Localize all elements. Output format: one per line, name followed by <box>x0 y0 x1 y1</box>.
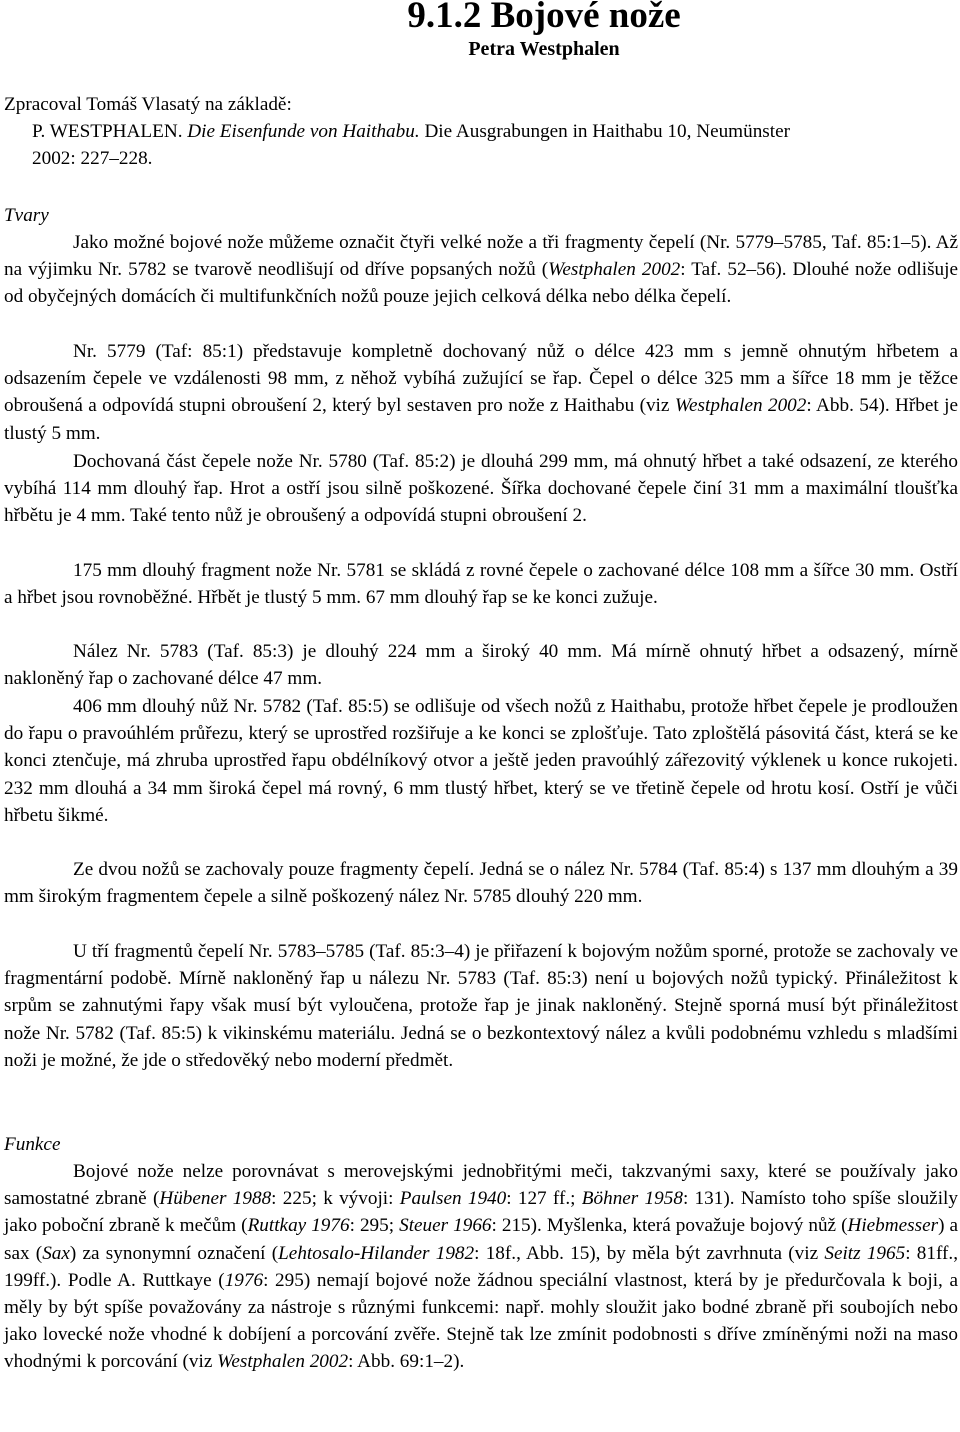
author-name: Petra Westphalen <box>468 38 620 60</box>
citation-ref: Paulsen 1940 <box>399 1188 507 1210</box>
citation-ref: Sax <box>42 1242 70 1264</box>
page-title: 9.1.2 Bojové nože <box>407 0 681 36</box>
text-run: : 295) nemají bojové nože žádnou speciální vlastnost, která by je předurčovala k boji, a měly by být spíše považovány za nástroje s různými funkcemi: např. mohly sloužit jako bodné zbraně při soubojích nebo jako lovecké nože vhodné k dobíjení a porcování zvěře. Stejně tak lze zmínit podobnosti s dříve zmíněnými noži na maso vhodnými k porcování (viz <box>4 1269 958 1373</box>
text-run: Jako možné bojové nože můžeme označit čtyři velké nože a tři fragmenty čepelí (Nr. 5779–5785, Taf. 85:1–5). Až na výjimku Nr. 5782 se tvarově neodlišují od dříve popsaných nožů ( <box>4 232 958 281</box>
source-pages: 2002: 227–228. <box>32 148 153 169</box>
text-run: : 215). Myšlenka, která považuje bojový nůž ( <box>491 1215 848 1237</box>
citation-ref: Westphalen 2002 <box>217 1351 349 1373</box>
text-run: : 225; k vývoji: <box>271 1188 400 1210</box>
text-run: : Abb. 69:1–2). <box>348 1351 465 1373</box>
text-run: : 127 ff.; <box>506 1188 582 1210</box>
paragraph-funkce-1 <box>4 1158 958 1376</box>
citation-ref: Hübener 1988 <box>159 1188 272 1210</box>
text-run: ) za synonymní označení ( <box>69 1242 279 1264</box>
indent-spacer <box>4 341 73 362</box>
source-citation <box>32 118 790 145</box>
paragraph-tvary-7: Ze dvou nožů se zachovaly pouze fragmenty čepelí. Jedná se o nález Nr. 5784 (Taf. 85:4) s 137 mm dlouhým a 39 mm širokým fragmentem čepele a silně poškozený nález Nr. 5785 dlouhý 220 mm. <box>4 859 958 908</box>
text-run: : 295; <box>349 1215 400 1237</box>
source-book-title: Die Eisenfunde von Haithabu. <box>187 121 420 142</box>
text-run: ) a sax ( <box>4 1215 958 1264</box>
text-run: : 81ff., 199ff.). Podle A. Ruttkaye ( <box>4 1242 958 1291</box>
paragraph-tvary-5: Nález Nr. 5783 (Taf. 85:3) je dlouhý 224 mm a široký 40 mm. Má mírně ohnutý hřbet a odsazený, mírně nakloněný řap o zachované délce 47 mm. <box>4 641 958 690</box>
text-run: : Taf. 52–56). Dlouhé nože odlišuje od obyčejných domácích či multifunkčních nožů pouze jejich celková délka nebo délka čepelí. <box>4 259 959 308</box>
source-series: Die Ausgrabungen in Haithabu 10, Neumünster <box>419 121 790 142</box>
text-run: Nr. 5779 (Taf: 85:1) představuje kompletně dochovaný nůž o délce 423 mm s jemně ohnutým hřbetem a odsazením čepele ve vzdálenosti 98 mm, z něhož vybíhá zužující se řap. Čepel o délce 325 mm a šířce 18 mm je těžce obroušená a odpovídá stupni obroušení 2, který byl sestaven pro nože z Haithabu (viz <box>4 341 958 417</box>
paragraph-tvary-1 <box>4 229 958 311</box>
paragraph-tvary-6: 406 mm dlouhý nůž Nr. 5782 (Taf. 85:5) se odlišuje od všech nožů z Haithabu, protože hřbet čepele je prodloužen do řapu o pravoúhlém průřezu, který se uprostřed rozšiřuje a ke konci se zplošťuje. Tato zploštělá pásovitá část, která se ke konci ztenčuje, má zhruba uprostřed řapu obdélníkový otvor a ještě jeden pravoúhlý zářezovitý výklenek u konce rukojeti. 232 mm dlouhá a 34 mm široká čepel má rovný, 6 mm tlustý hřbet, který se ve třetině čepele od hrotu kosí. Ostří je vůči hřbetu šikmé. <box>4 696 958 826</box>
source-author: P. WESTPHALEN. <box>32 121 188 142</box>
citation-ref: Westphalen 2002 <box>548 259 681 281</box>
citation-ref: Hiebmesser <box>847 1215 939 1237</box>
section-heading-tvary: Tvary <box>4 205 49 226</box>
paragraph-tvary-2 <box>4 338 958 447</box>
citation-ref: 1976 <box>224 1269 264 1291</box>
citation-ref: Seitz 1965 <box>824 1242 906 1264</box>
text-run: Bojové nože nelze porovnávat s merovejskými jednobřitými meči, takzvanými saxy, které se používaly jako samostatné zbraně ( <box>4 1161 958 1210</box>
section-heading-funkce: Funkce <box>4 1134 61 1155</box>
paragraph-tvary-3: Dochovaná část čepele nože Nr. 5780 (Taf. 85:2) je dlouhá 299 mm, má ohnutý hřbet a také odsazení, ze kterého vybíhá 114 mm dlouhý řap. Hrot a ostří jsou silně poškozené. Šířka dochované čepele činí 31 mm a maximální tloušťka hřbětu je 4 mm. Také tento nůž je obroušený a odpovídá stupni obroušení 2. <box>4 451 958 527</box>
paragraph-tvary-4: 175 mm dlouhý fragment nože Nr. 5781 se skládá z rovné čepele o zachované délce 108 mm a šířce 30 mm. Ostří a hřbet jsou rovnoběžné. Hřbět je tlustý 5 mm. 67 mm dlouhý řap se ke konci zužuje. <box>4 560 958 609</box>
citation-ref: Steuer 1966 <box>399 1215 492 1237</box>
text-run: : Abb. 54). Hřbet je tlustý 5 mm. <box>4 395 958 444</box>
citation-ref: Lehtosalo-Hilander 1982 <box>278 1242 475 1264</box>
citation-ref: Böhner 1958 <box>581 1188 683 1210</box>
citation-ref: Ruttkay 1976 <box>247 1215 350 1237</box>
paragraph-tvary-8: U tří fragmentů čepelí Nr. 5783–5785 (Taf. 85:3–4) je přiřazení k bojovým nožům sporné, protože se zachovaly ve fragmentární podobě. Mírně nakloněný řap u nálezu Nr. 5783 (Taf. 85:3) není u bojových nožů typický. Přináležitost k srpům se zahnutými řapy však musí být vyloučena, protože řap je jinak nakloněný. Stejně sporná musí být přináležitost nože Nr. 5782 (Taf. 85:5) k vikinskému materiálu. Jedná se o bezkontextový nález a kvůli podobnému vzhledu s mladšími noži je možné, že jde o středověký nebo moderní předmět. <box>4 941 958 1071</box>
source-intro: Zpracoval Tomáš Vlasatý na základě: <box>4 94 292 115</box>
text-run: : 18f., Abb. 15), by měla být zavrhnuta (viz <box>474 1242 825 1264</box>
citation-ref: Westphalen 2002 <box>674 395 807 417</box>
text-run: : 131). Namísto toho spíše sloužily jako poboční zbraně k mečům ( <box>4 1188 958 1237</box>
